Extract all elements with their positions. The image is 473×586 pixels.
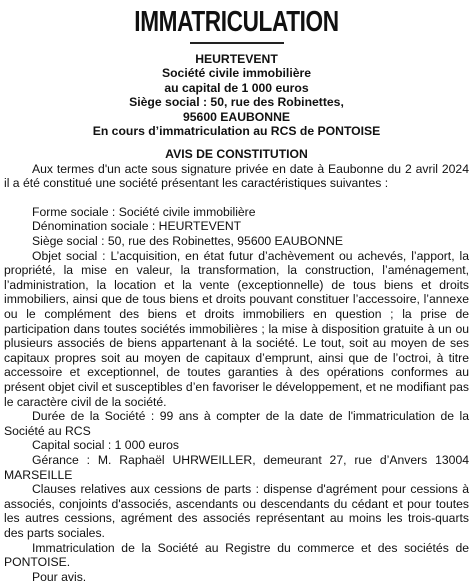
closing-pour-avis: Pour avis. <box>32 569 87 584</box>
company-address-street: Siège social : 50, rue des Robinettes, <box>129 95 344 110</box>
notice-title: AVIS DE CONSTITUTION <box>165 147 308 162</box>
company-header <box>4 52 469 140</box>
company-address-city: 95600 EAUBONNE <box>182 109 291 124</box>
company-capital: au capital de 1 000 euros <box>164 80 309 95</box>
company-registration-status: En cours d’immatriculation au RCS de PONTOISE <box>92 124 381 139</box>
title-divider <box>190 42 284 44</box>
field-objet: Objet social : L’acquisition, en état futur d’achèvement ou achevés, l’apport, la propriété, la mise en valeur, la transformation, la construction, l’aménagement, l’administration, la location et la vente (exceptionnelle) de tous biens et droits immobiliers, ainsi que de tous biens et droits pouvant constituer l’accessoire, l’annexe ou le complément des biens et droits immobiliers en question ; la prise de participation dans toutes sociétés immobilières ; la mise à disposition gratuite à un ou plusieurs associés de biens appartenant à la société. Le tout, soit au moyen de ses capitaux propres soit au moyen de capitaux d’emprunt, ainsi que de l’octroi, à titre accessoire et exceptionnel, de toutes garanties à des opérations conformes au présent objet civil et susceptibles d’en favoriser le développement, et ne modifiant pas le caractère civil de la société. <box>4 248 469 409</box>
field-gerance: Gérance : M. Raphaël UHRWEILLER, demeurant 27, rue d’Anvers 13004 MARSEILLE <box>4 452 469 482</box>
field-immatriculation: Immatriculation de la Société au Registre du commerce et des sociétés de PONTOISE. <box>4 540 469 570</box>
field-capital: Capital social : 1 000 euros <box>32 438 180 453</box>
company-name: HEURTEVENT <box>195 51 278 66</box>
spacer <box>4 191 469 205</box>
field-siege: Siège social : 50, rue des Robinettes, 95600 EAUBONNE <box>32 234 343 249</box>
field-clauses: Clauses relatives aux cessions de parts : dispense d'agrément pour cessions à associés, conjoints d'associés, ascendants ou descendants du cédant et pour toutes les autres cessions, agrément des associés représentant au moins les trois-quarts des parts sociales. <box>4 482 469 540</box>
field-denomination: Dénomination sociale : HEURTEVENT <box>32 219 242 234</box>
field-forme: Forme sociale : Société civile immobilière <box>32 204 256 219</box>
notice-body <box>4 162 469 585</box>
company-type: Société civile immobilière <box>161 66 312 81</box>
page-title: IMMATRICULATION <box>134 6 339 38</box>
field-duree: Durée de la Société : 99 ans à compter de la date de l'immatriculation de la Société au RCS <box>4 409 469 438</box>
intro-paragraph: Aux termes d'un acte sous signature privée en date à Eaubonne du 2 avril 2024 il a été constitué une société présentant les caractéristiques suivantes : <box>4 161 469 191</box>
